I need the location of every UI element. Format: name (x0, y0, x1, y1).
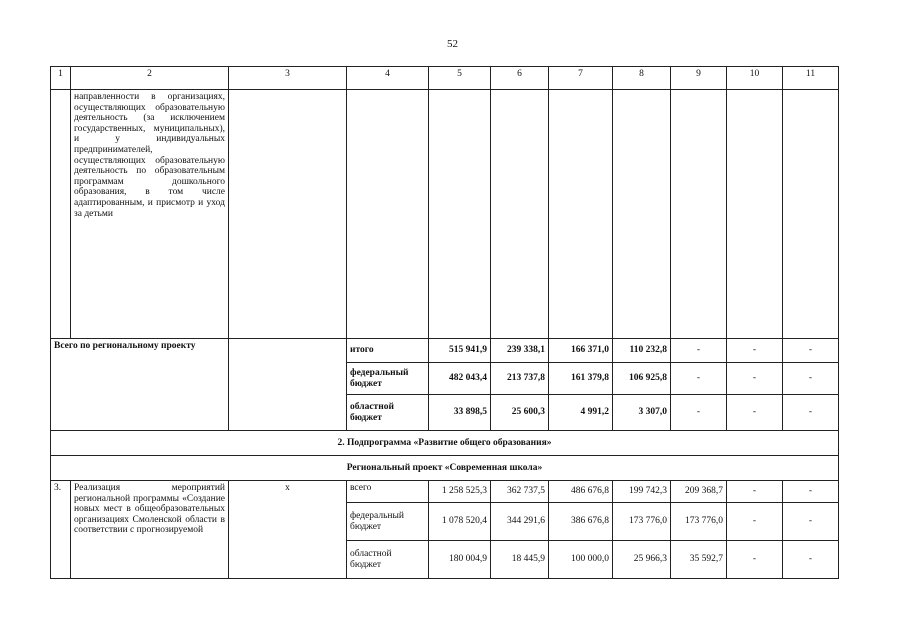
item-description: Реализация мероприятий региональной программы «Создание новых мест в общеобразовательных организациях Смоленской области в соответствии с прогнозируемой (71, 481, 229, 579)
value-cell: - (671, 339, 727, 363)
value-cell: - (783, 503, 839, 541)
value-cell: 213 737,8 (491, 363, 549, 395)
value-cell: - (727, 363, 783, 395)
value-cell: - (671, 395, 727, 431)
header-cell: 11 (783, 67, 839, 90)
value-cell: - (671, 363, 727, 395)
value-cell: 173 776,0 (671, 503, 727, 541)
header-cell: 7 (549, 67, 613, 90)
value-cell: 1 258 525,3 (429, 481, 491, 503)
value-cell: - (727, 339, 783, 363)
total-label: Всего по региональному проекту (51, 339, 229, 431)
value-cell: 209 368,7 (671, 481, 727, 503)
header-cell: 1 (51, 67, 71, 90)
value-cell: 25 600,3 (491, 395, 549, 431)
source-label: федеральный бюджет (347, 363, 429, 395)
item-col3: х (229, 481, 347, 579)
source-label: областной бюджет (347, 395, 429, 431)
value-cell: - (783, 541, 839, 579)
value-cell: - (727, 503, 783, 541)
value-cell: 344 291,6 (491, 503, 549, 541)
value-cell: 100 000,0 (549, 541, 613, 579)
value-cell: 199 742,3 (613, 481, 671, 503)
value-cell: 110 232,8 (613, 339, 671, 363)
value-cell: 362 737,5 (491, 481, 549, 503)
value-cell: 166 371,0 (549, 339, 613, 363)
continued-description: направленности в организациях, осуществляющих образовательную деятельность (за исключением государственных, муниципальных), и у индивидуальных предпринимателей, осуществляющих образовательную деятельность по образовательным программам дошкольного образования, в том числе адаптированным, и присмотр и уход за детьми (71, 90, 229, 339)
header-cell: 3 (229, 67, 347, 90)
value-cell: 239 338,1 (491, 339, 549, 363)
value-cell: 33 898,5 (429, 395, 491, 431)
source-label: итого (347, 339, 429, 363)
header-cell: 2 (71, 67, 229, 90)
value-cell: - (783, 395, 839, 431)
value-cell: 486 676,8 (549, 481, 613, 503)
page-number: 52 (447, 38, 458, 50)
total-row (51, 339, 839, 363)
source-label: областной бюджет (347, 541, 429, 579)
value-cell: 25 966,3 (613, 541, 671, 579)
regional-project-title: Региональный проект «Современная школа» (51, 456, 839, 481)
value-cell: 515 941,9 (429, 339, 491, 363)
value-cell: 482 043,4 (429, 363, 491, 395)
budget-table (50, 66, 839, 579)
subprogram-row (51, 431, 839, 456)
item-number: 3. (51, 481, 71, 579)
continued-row (51, 90, 839, 339)
value-cell: - (783, 363, 839, 395)
value-cell: 180 004,9 (429, 541, 491, 579)
value-cell: - (727, 481, 783, 503)
item3-row (51, 481, 839, 503)
subprogram-title: 2. Подпрограмма «Развитие общего образования» (51, 431, 839, 456)
value-cell: - (727, 395, 783, 431)
value-cell: 386 676,8 (549, 503, 613, 541)
value-cell: 3 307,0 (613, 395, 671, 431)
header-cell: 10 (727, 67, 783, 90)
header-cell: 8 (613, 67, 671, 90)
value-cell: 161 379,8 (549, 363, 613, 395)
regional-project-row (51, 456, 839, 481)
header-cell: 5 (429, 67, 491, 90)
value-cell: 173 776,0 (613, 503, 671, 541)
value-cell: 18 445,9 (491, 541, 549, 579)
value-cell: 35 592,7 (671, 541, 727, 579)
header-cell: 6 (491, 67, 549, 90)
header-row (51, 67, 839, 90)
value-cell: - (783, 481, 839, 503)
source-label: всего (347, 481, 429, 503)
value-cell: - (727, 541, 783, 579)
header-cell: 4 (347, 67, 429, 90)
value-cell: - (783, 339, 839, 363)
value-cell: 106 925,8 (613, 363, 671, 395)
value-cell: 1 078 520,4 (429, 503, 491, 541)
source-label: федеральный бюджет (347, 503, 429, 541)
value-cell: 4 991,2 (549, 395, 613, 431)
header-cell: 9 (671, 67, 727, 90)
